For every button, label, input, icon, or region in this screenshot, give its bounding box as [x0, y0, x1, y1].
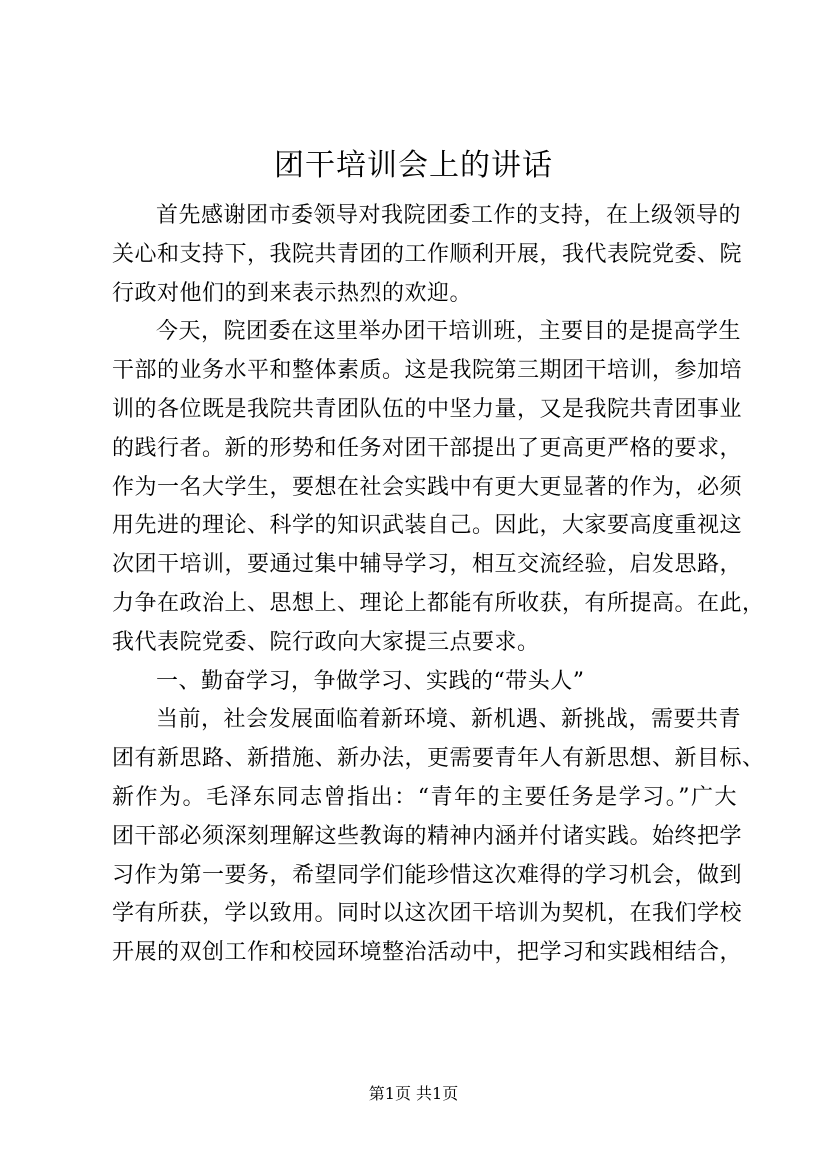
paragraph-line: 干部的业务水平和整体素质。这是我院第三期团干培训，参加培 — [112, 358, 743, 384]
paragraph-line: 学有所获，学以致用。同时以这次团干培训为契机，在我们学校 — [112, 901, 743, 927]
document-body — [112, 197, 765, 973]
paragraph-line: 首先感谢团市委领导对我院团委工作的支持，在上级领导的 — [156, 203, 742, 228]
paragraph-line: 当前，社会发展面临着新环境、新机遇、新挑战，需要共青 — [156, 707, 742, 733]
paragraph-line: 训的各位既是我院共青团队伍的中坚力量，又是我院共青团事业 — [112, 396, 743, 422]
paragraph-line: 我代表院党委、院行政向大家提三点要求。 — [112, 629, 540, 655]
paragraph-line: 用先进的理论、科学的知识武装自己。因此，大家要高度重视这 — [112, 513, 743, 539]
paragraph-line: 开展的双创工作和校园环境整治活动中，把学习和实践相结合， — [112, 940, 743, 966]
paragraph-line: 团干部必须深刻理解这些教诲的精神内涵并付诸实践。始终把学 — [112, 823, 743, 849]
paragraph-line: 习作为第一要务，希望同学们能珍惜这次难得的学习机会，做到 — [112, 862, 743, 888]
paragraph-line: 新作为。毛泽东同志曾指出：“青年的主要任务是学习。”广大 — [112, 784, 737, 810]
paragraph-line: 团有新思路、新措施、新办法，更需要青年人有新思想、新目标、 — [112, 746, 765, 772]
paragraph-line: 作为一名大学生，要想在社会实践中有更大更显著的作为，必须 — [112, 474, 743, 500]
section-heading: 一、勤奋学习，争做学习、实践的“带头人” — [156, 668, 585, 694]
paragraph-line: 今天，院团委在这里举办团干培训班，主要目的是提高学生 — [156, 319, 742, 345]
paragraph-line: 的践行者。新的形势和任务对团干部提出了更高更严格的要求， — [112, 435, 743, 461]
paragraph-line: 行政对他们的到来表示热烈的欢迎。 — [112, 280, 473, 306]
paragraph-line: 次团干培训，要通过集中辅导学习，相互交流经验，启发思路， — [112, 552, 743, 578]
page-number-footer: 第1页 共1页 — [368, 1084, 459, 1103]
document-title: 团干培训会上的讲话 — [274, 148, 553, 183]
paragraph-line: 力争在政治上、思想上、理论上都能有所收获，有所提高。在此， — [112, 590, 765, 616]
paragraph-line: 关心和支持下，我院共青团的工作顺利开展，我代表院党委、院 — [112, 241, 743, 267]
